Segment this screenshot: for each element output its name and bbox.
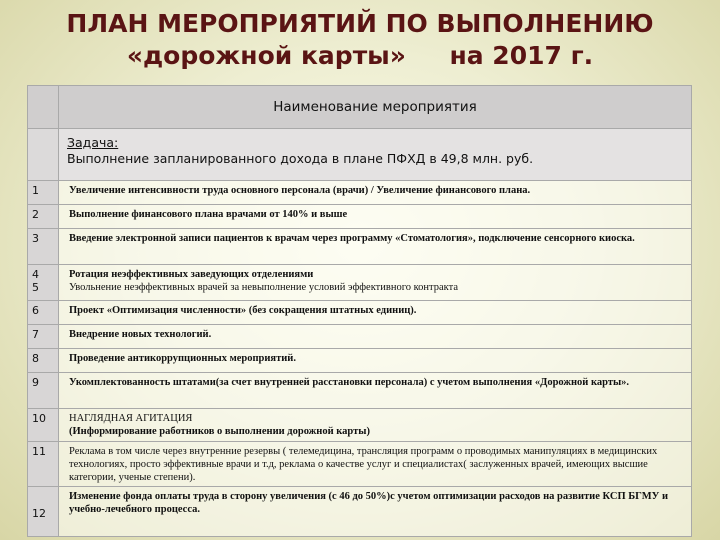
row-number: 1 xyxy=(28,181,59,205)
task-row xyxy=(28,129,692,181)
row-text: Укомплектованность штатами(за счет внутренней расстановки персонала) с учетом выполнения «Дорожной карты». xyxy=(59,373,692,409)
row-text: Увольнение неэффективных врачей за невыполнение условий эффективного контракта xyxy=(69,282,459,293)
row-text: Проведение антикоррупционных мероприятий. xyxy=(59,349,692,373)
title-line-2: «дорожной карты» на 2017 г. xyxy=(126,41,594,70)
table-header-row xyxy=(28,86,692,129)
row-number: 12 xyxy=(28,487,59,537)
task-text: Выполнение запланированного дохода в плане ПФХД в 49,8 млн. руб. xyxy=(67,151,534,166)
header-title: Наименование мероприятия xyxy=(59,86,692,129)
header-num-cell xyxy=(28,86,59,129)
row-text: Реклама в том числе через внутренние резервы ( телемедицина, трансляция программ о проводимых манипуляциях в медицинских технологиях, просто эффективные врачи и т.д, реклама о качестве услуг и специалистах( заслуженных врачей, имеющих высшие категории, ученые степени). xyxy=(59,442,692,487)
row-text: Изменение фонда оплаты труда в сторону увеличения (с 46 до 50%)с учетом оптимизации расходов на развитие КСП БГМУ и учебно-лечебного процесса. xyxy=(59,487,692,537)
row-number: 11 xyxy=(28,442,59,487)
row-text: Проект «Оптимизация численности» (без сокращения штатных единиц). xyxy=(59,301,692,325)
task-cell xyxy=(59,129,692,181)
row-number: 4 xyxy=(32,268,39,281)
row-text: (Информирование работников о выполнении дорожной карты) xyxy=(69,426,370,437)
table-row xyxy=(28,373,692,409)
row-text: НАГЛЯДНАЯ АГИТАЦИЯ xyxy=(69,413,193,424)
row-number: 5 xyxy=(32,281,39,294)
table-row xyxy=(28,325,692,349)
row-number: 9 xyxy=(28,373,59,409)
row-text: Увеличение интенсивности труда основного персонала (врачи) / Увеличение финансового плана. xyxy=(59,181,692,205)
table-row xyxy=(28,265,692,301)
task-num-cell xyxy=(28,129,59,181)
table-row xyxy=(28,181,692,205)
row-text: Выполнение финансового плана врачами от 140% и выше xyxy=(59,205,692,229)
slide-title xyxy=(0,8,720,72)
plan-table xyxy=(27,85,692,537)
row-number: 3 xyxy=(28,229,59,265)
table-row xyxy=(28,487,692,537)
table-row xyxy=(28,349,692,373)
table-row xyxy=(28,301,692,325)
row-number: 7 xyxy=(28,325,59,349)
row-number-pair xyxy=(28,265,59,301)
row-number: 10 xyxy=(28,409,59,442)
row-text: Введение электронной записи пациентов к врачам через программу «Стоматология», подключение сенсорного киоска. xyxy=(59,229,692,265)
table-row xyxy=(28,229,692,265)
row-text-pair xyxy=(59,409,692,442)
row-number: 2 xyxy=(28,205,59,229)
row-text: Ротация неэффективных заведующих отделениями xyxy=(69,269,314,280)
row-number: 6 xyxy=(28,301,59,325)
title-line-1: ПЛАН МЕРОПРИЯТИЙ ПО ВЫПОЛНЕНИЮ xyxy=(66,9,654,38)
task-label: Задача: xyxy=(67,135,119,150)
table-row xyxy=(28,442,692,487)
row-text-pair xyxy=(59,265,692,301)
table-row xyxy=(28,409,692,442)
row-text: Внедрение новых технологий. xyxy=(59,325,692,349)
row-number: 8 xyxy=(28,349,59,373)
table-row xyxy=(28,205,692,229)
